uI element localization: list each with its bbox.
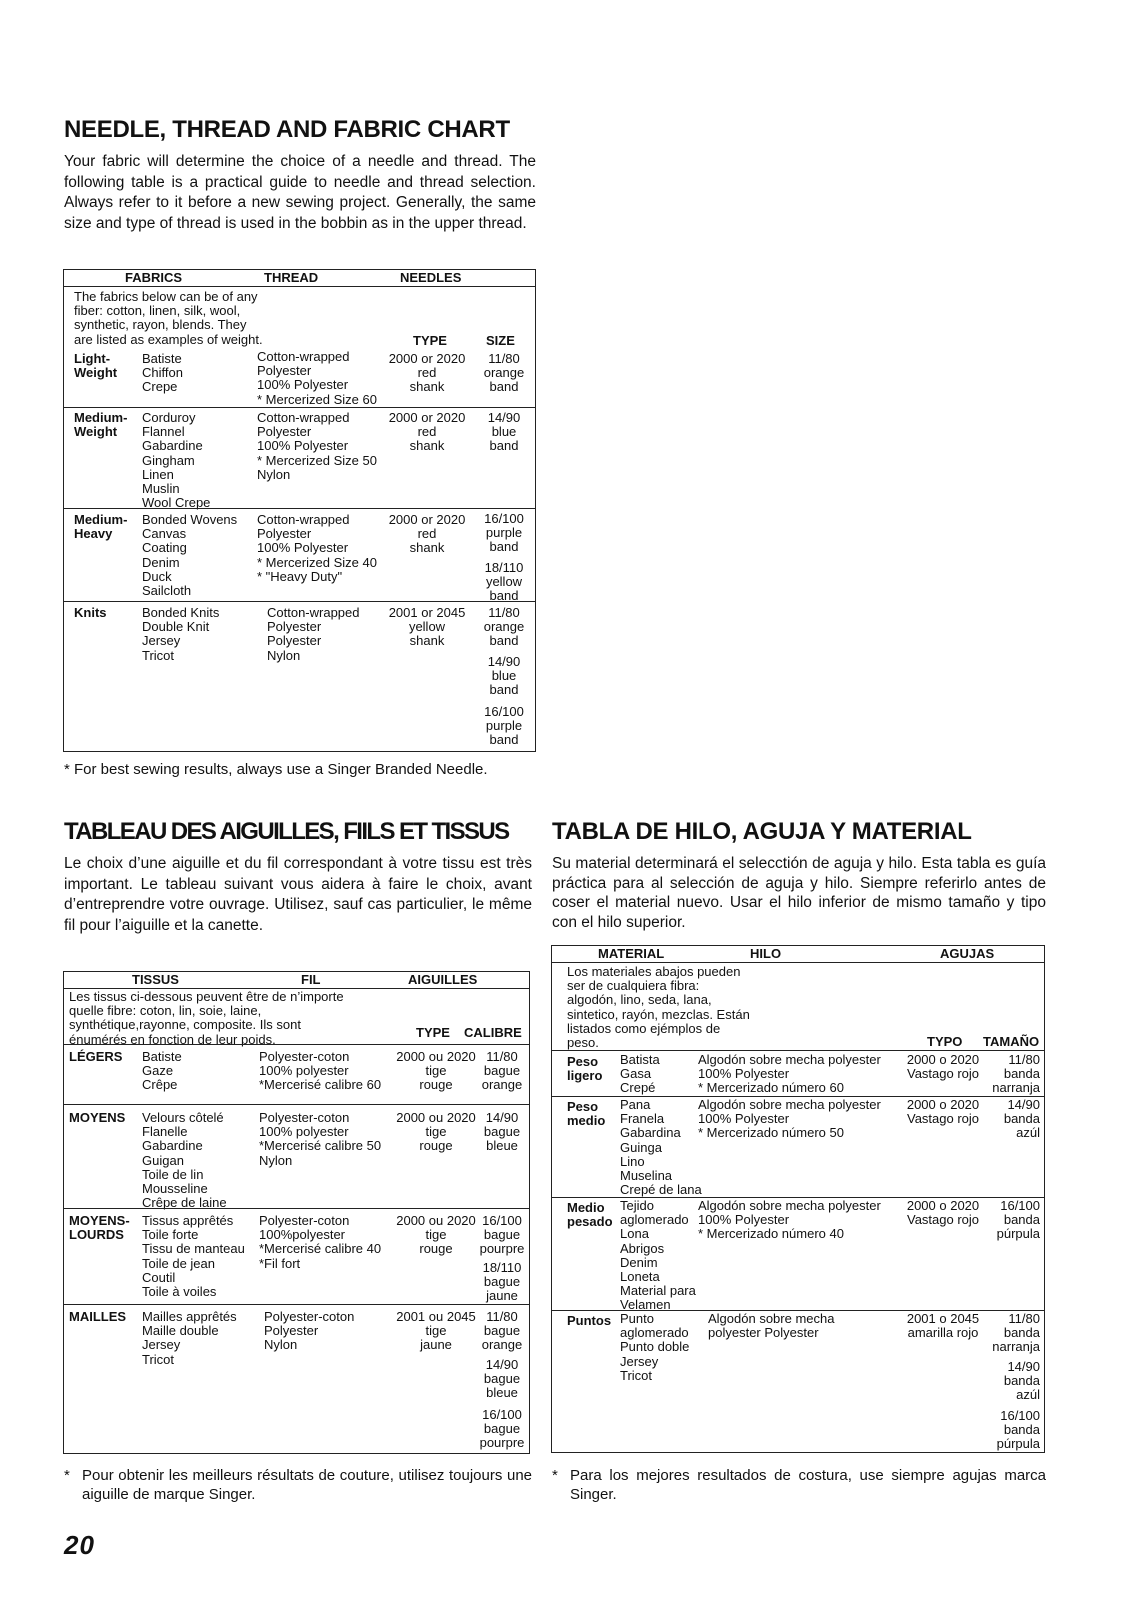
- needle-type: 2000 ou 2020 tige rouge: [396, 1110, 476, 1154]
- thread-list: Cotton-wrapped Polyester Polyester Nylon: [267, 605, 360, 663]
- fabric-list: Punto aglomerado Punto doble Jersey Tricot: [620, 1311, 690, 1383]
- header-fabrics: TISSUS: [132, 972, 179, 987]
- row-divider: [64, 1044, 529, 1045]
- fabric-list: Tejido aglomerado Lona Abrigos Denim Loneta Material para Velamen: [620, 1198, 696, 1313]
- needle-type: 2001 ou 2045 tige jaune: [396, 1309, 476, 1353]
- fabric-list: Velours côtelé Flanelle Gabardine Guigan Toile de lin Mousseline Crêpe de laine: [142, 1110, 227, 1211]
- group-label: MOYENS: [69, 1110, 126, 1125]
- group-label: Knits: [74, 605, 107, 620]
- header-fabrics: MATERIAL: [598, 946, 665, 961]
- row-divider: [64, 1208, 529, 1209]
- needle-type: 2000 or 2020 red shank: [388, 512, 466, 556]
- fabric-list: Bonded Wovens Canvas Coating Denim Duck Sailcloth: [142, 512, 238, 599]
- needle-size: 16/100 banda púrpula: [996, 1198, 1040, 1242]
- french-table: [63, 971, 530, 1454]
- french-title: TABLEAU DES AIGUILLES, FIILS ET TISSUS: [64, 818, 509, 845]
- row-divider: [64, 407, 535, 408]
- subheader-type: TYPE: [416, 1025, 450, 1040]
- fabric-list: Bonded Knits Double Knit Jersey Tricot: [142, 605, 220, 663]
- needle-type: 2000 ou 2020 tige rouge: [396, 1213, 476, 1257]
- needle-size: 16/100 bague pourpre: [479, 1407, 525, 1451]
- thread-list: Polyester-coton 100%polyester *Mercerisé calibre 40 *Fil fort: [259, 1213, 382, 1271]
- fabric-list: Mailles apprêtés Maille double Jersey Tricot: [142, 1309, 237, 1367]
- english-footnote: * For best sewing results, always use a Singer Branded Needle.: [64, 761, 488, 778]
- fiber-note: The fabrics below can be of any fiber: cotton, linen, silk, wool, synthetic, rayon, blends. They are listed as examples of weight.: [74, 289, 263, 347]
- thread-list: Cotton-wrapped Polyester 100% Polyester * Mercerized Size 60: [257, 349, 377, 407]
- thread-list: Polyester-coton Polyester Nylon: [264, 1309, 355, 1353]
- needle-size: 11/80 banda narranja: [992, 1311, 1040, 1355]
- needle-size: 11/80 orange band: [483, 605, 525, 649]
- thread-list: Algodón sobre mecha polyester 100% Polyester * Mercerizado número 60: [698, 1052, 881, 1096]
- thread-list: Polyester-coton 100% polyester *Mercerisé calibre 60: [259, 1049, 382, 1093]
- needle-type: 2000 or 2020 red shank: [388, 351, 466, 395]
- needle-size: 14/90 banda azúl: [1003, 1097, 1040, 1141]
- thread-list: Cotton-wrapped Polyester 100% Polyester * Mercerized Size 50 Nylon: [257, 410, 377, 482]
- needle-size: 18/110 bague jaune: [482, 1260, 522, 1304]
- header-thread: FIL: [301, 972, 321, 987]
- thread-list: Cotton-wrapped Polyester 100% Polyester * Mercerized Size 40 * "Heavy Duty": [257, 512, 377, 584]
- header-needles: AIGUILLES: [408, 972, 478, 987]
- needle-size: 16/100 purple band: [484, 511, 524, 555]
- thread-list: Algodón sobre mecha polyester Polyester: [708, 1311, 835, 1341]
- fabric-list: Batiste Chiffon Crepe: [142, 351, 183, 395]
- english-table: [63, 269, 536, 752]
- needle-size: 14/90 blue band: [487, 654, 521, 698]
- header-needles: NEEDLES: [400, 270, 462, 285]
- needle-type: 2000 o 2020 Vastago rojo: [906, 1198, 980, 1228]
- needle-type: 2001 o 2045 amarilla rojo: [906, 1311, 980, 1341]
- row-divider: [64, 508, 535, 509]
- row-divider: [64, 1104, 529, 1105]
- needle-size: 11/80 banda narranja: [992, 1052, 1040, 1096]
- spanish-intro: Su material determinará el selecctión de aguja y hilo. Esta tabla es guía práctica para al selección de aguja y hilo. Siempre referirlo antes de coser el material nuevo. Usar el hilo inferior de mismo tamaño y tipo con el hilo superior.: [552, 855, 1046, 931]
- needle-size: 16/100 purple band: [484, 704, 524, 748]
- group-label: Medio pesado: [567, 1200, 613, 1230]
- needle-type: 2000 ou 2020 tige rouge: [396, 1049, 476, 1093]
- group-label: Medium- Weight: [74, 410, 128, 440]
- needle-size: 16/100 banda púrpula: [996, 1408, 1040, 1452]
- header-fabrics: FABRICS: [125, 270, 183, 285]
- header-thread: HILO: [750, 946, 782, 961]
- group-label: Medium- Heavy: [74, 512, 128, 542]
- french-intro: Le choix d’une aiguille et du fil correspondant à votre tissu est très important. Le tableau suivant vous aidera à faire le choix, avant d’entreprendre votre ouvrage. Utilisez, sauf cas particulier, le même fil pour l’aiguille et la canette.: [64, 855, 532, 935]
- table-header: [64, 972, 529, 989]
- needle-size: 11/80 orange band: [483, 351, 525, 395]
- needle-size: 14/90 bague bleue: [483, 1110, 521, 1154]
- french-footnote: [64, 1466, 532, 1504]
- spanish-title: TABLA DE HILO, AGUJA Y MATERIAL: [552, 818, 972, 845]
- subheader-size: SIZE: [486, 333, 515, 348]
- needle-size: 14/90 banda azúl: [1003, 1359, 1040, 1403]
- thread-list: Polyester-coton 100% polyester *Mercerisé calibre 50 Nylon: [259, 1110, 382, 1168]
- footnote-text: Para los mejores resultados de costura, use siempre agujas marca Singer.: [570, 1467, 1046, 1503]
- fabric-list: Tissus apprêtés Toile forte Tissu de manteau Toile de jean Coutil Toile à voiles: [142, 1213, 245, 1300]
- row-divider: [552, 1050, 1044, 1051]
- thread-list: Algodón sobre mecha polyester 100% Polyester * Mercerizado número 50: [698, 1097, 881, 1141]
- needle-size: 11/80 bague orange: [481, 1309, 523, 1353]
- table-header: [552, 946, 1044, 963]
- subheader-size: CALIBRE: [464, 1025, 522, 1040]
- footnote-mark: *: [552, 1467, 558, 1484]
- needle-type: 2001 or 2045 yellow shank: [388, 605, 466, 649]
- thread-list: Algodón sobre mecha polyester 100% Polyester * Mercerizado número 40: [698, 1198, 881, 1242]
- english-title: NEEDLE, THREAD AND FABRIC CHART: [64, 116, 510, 143]
- fiber-note: Les tissus ci-dessous peuvent être de n’importe quelle fibre: coton, lin, soie, laine, synthétique,rayonne, composite. Ils sont énumérés en fonction de leur poids.: [69, 989, 344, 1047]
- english-intro: Your fabric will determine the choice of a needle and thread. The following table is a practical guide to needle and thread selection. Always refer to it before a new sewing project. Generally, the same size and type of thread is used in the bobbin as in the upper thread.: [64, 153, 536, 233]
- group-label: Puntos: [567, 1313, 612, 1328]
- table-header: [64, 270, 535, 287]
- needle-size: 14/90 blue band: [487, 410, 521, 454]
- group-label: Peso medio: [567, 1099, 606, 1129]
- needle-size: 11/80 bague orange: [481, 1049, 523, 1093]
- group-label: MOYENS- LOURDS: [69, 1213, 130, 1243]
- subheader-size: TAMAÑO: [983, 1034, 1040, 1049]
- fiber-note: Los materiales abajos pueden ser de cualquiera fibra: algodón, lino, seda, lana, sintetico, rayón, mezclas. Están listados como ejémplos de peso.: [567, 964, 750, 1051]
- needle-type: 2000 o 2020 Vastago rojo: [906, 1052, 980, 1082]
- needle-size: 16/100 bague pourpre: [479, 1213, 525, 1257]
- row-divider: [64, 601, 535, 602]
- needle-size: 14/90 bague bleue: [483, 1357, 521, 1401]
- needle-type: 2000 or 2020 red shank: [388, 410, 466, 454]
- fabric-list: Corduroy Flannel Gabardine Gingham Linen Muslin Wool Crepe: [142, 410, 211, 511]
- row-divider: [64, 1304, 529, 1305]
- header-needles: AGUJAS: [940, 946, 995, 961]
- fabric-list: Pana Franela Gabardina Guinga Lino Muselina Crepé de lana: [620, 1097, 702, 1198]
- group-label: Light- Weight: [74, 351, 118, 381]
- needle-size: 18/110 yellow band: [484, 560, 524, 604]
- group-label: LÉGERS: [69, 1049, 123, 1064]
- subheader-type: TYPE: [413, 333, 447, 348]
- spanish-table: [551, 945, 1045, 1453]
- header-thread: THREAD: [264, 270, 319, 285]
- spanish-footnote: [552, 1466, 1046, 1504]
- fabric-list: Batista Gasa Crepé: [620, 1052, 660, 1096]
- page-number: 20: [64, 1530, 95, 1560]
- fabric-list: Batiste Gaze Crêpe: [142, 1049, 182, 1093]
- footnote-text: Pour obtenir les meilleurs résultats de couture, utilisez toujours une aiguille de marque Singer.: [82, 1467, 532, 1503]
- needle-type: 2000 o 2020 Vastago rojo: [906, 1097, 980, 1127]
- group-label: MAILLES: [69, 1309, 127, 1324]
- footnote-mark: *: [64, 1467, 70, 1484]
- group-label: Peso ligero: [567, 1054, 603, 1084]
- subheader-type: TYPO: [927, 1034, 963, 1049]
